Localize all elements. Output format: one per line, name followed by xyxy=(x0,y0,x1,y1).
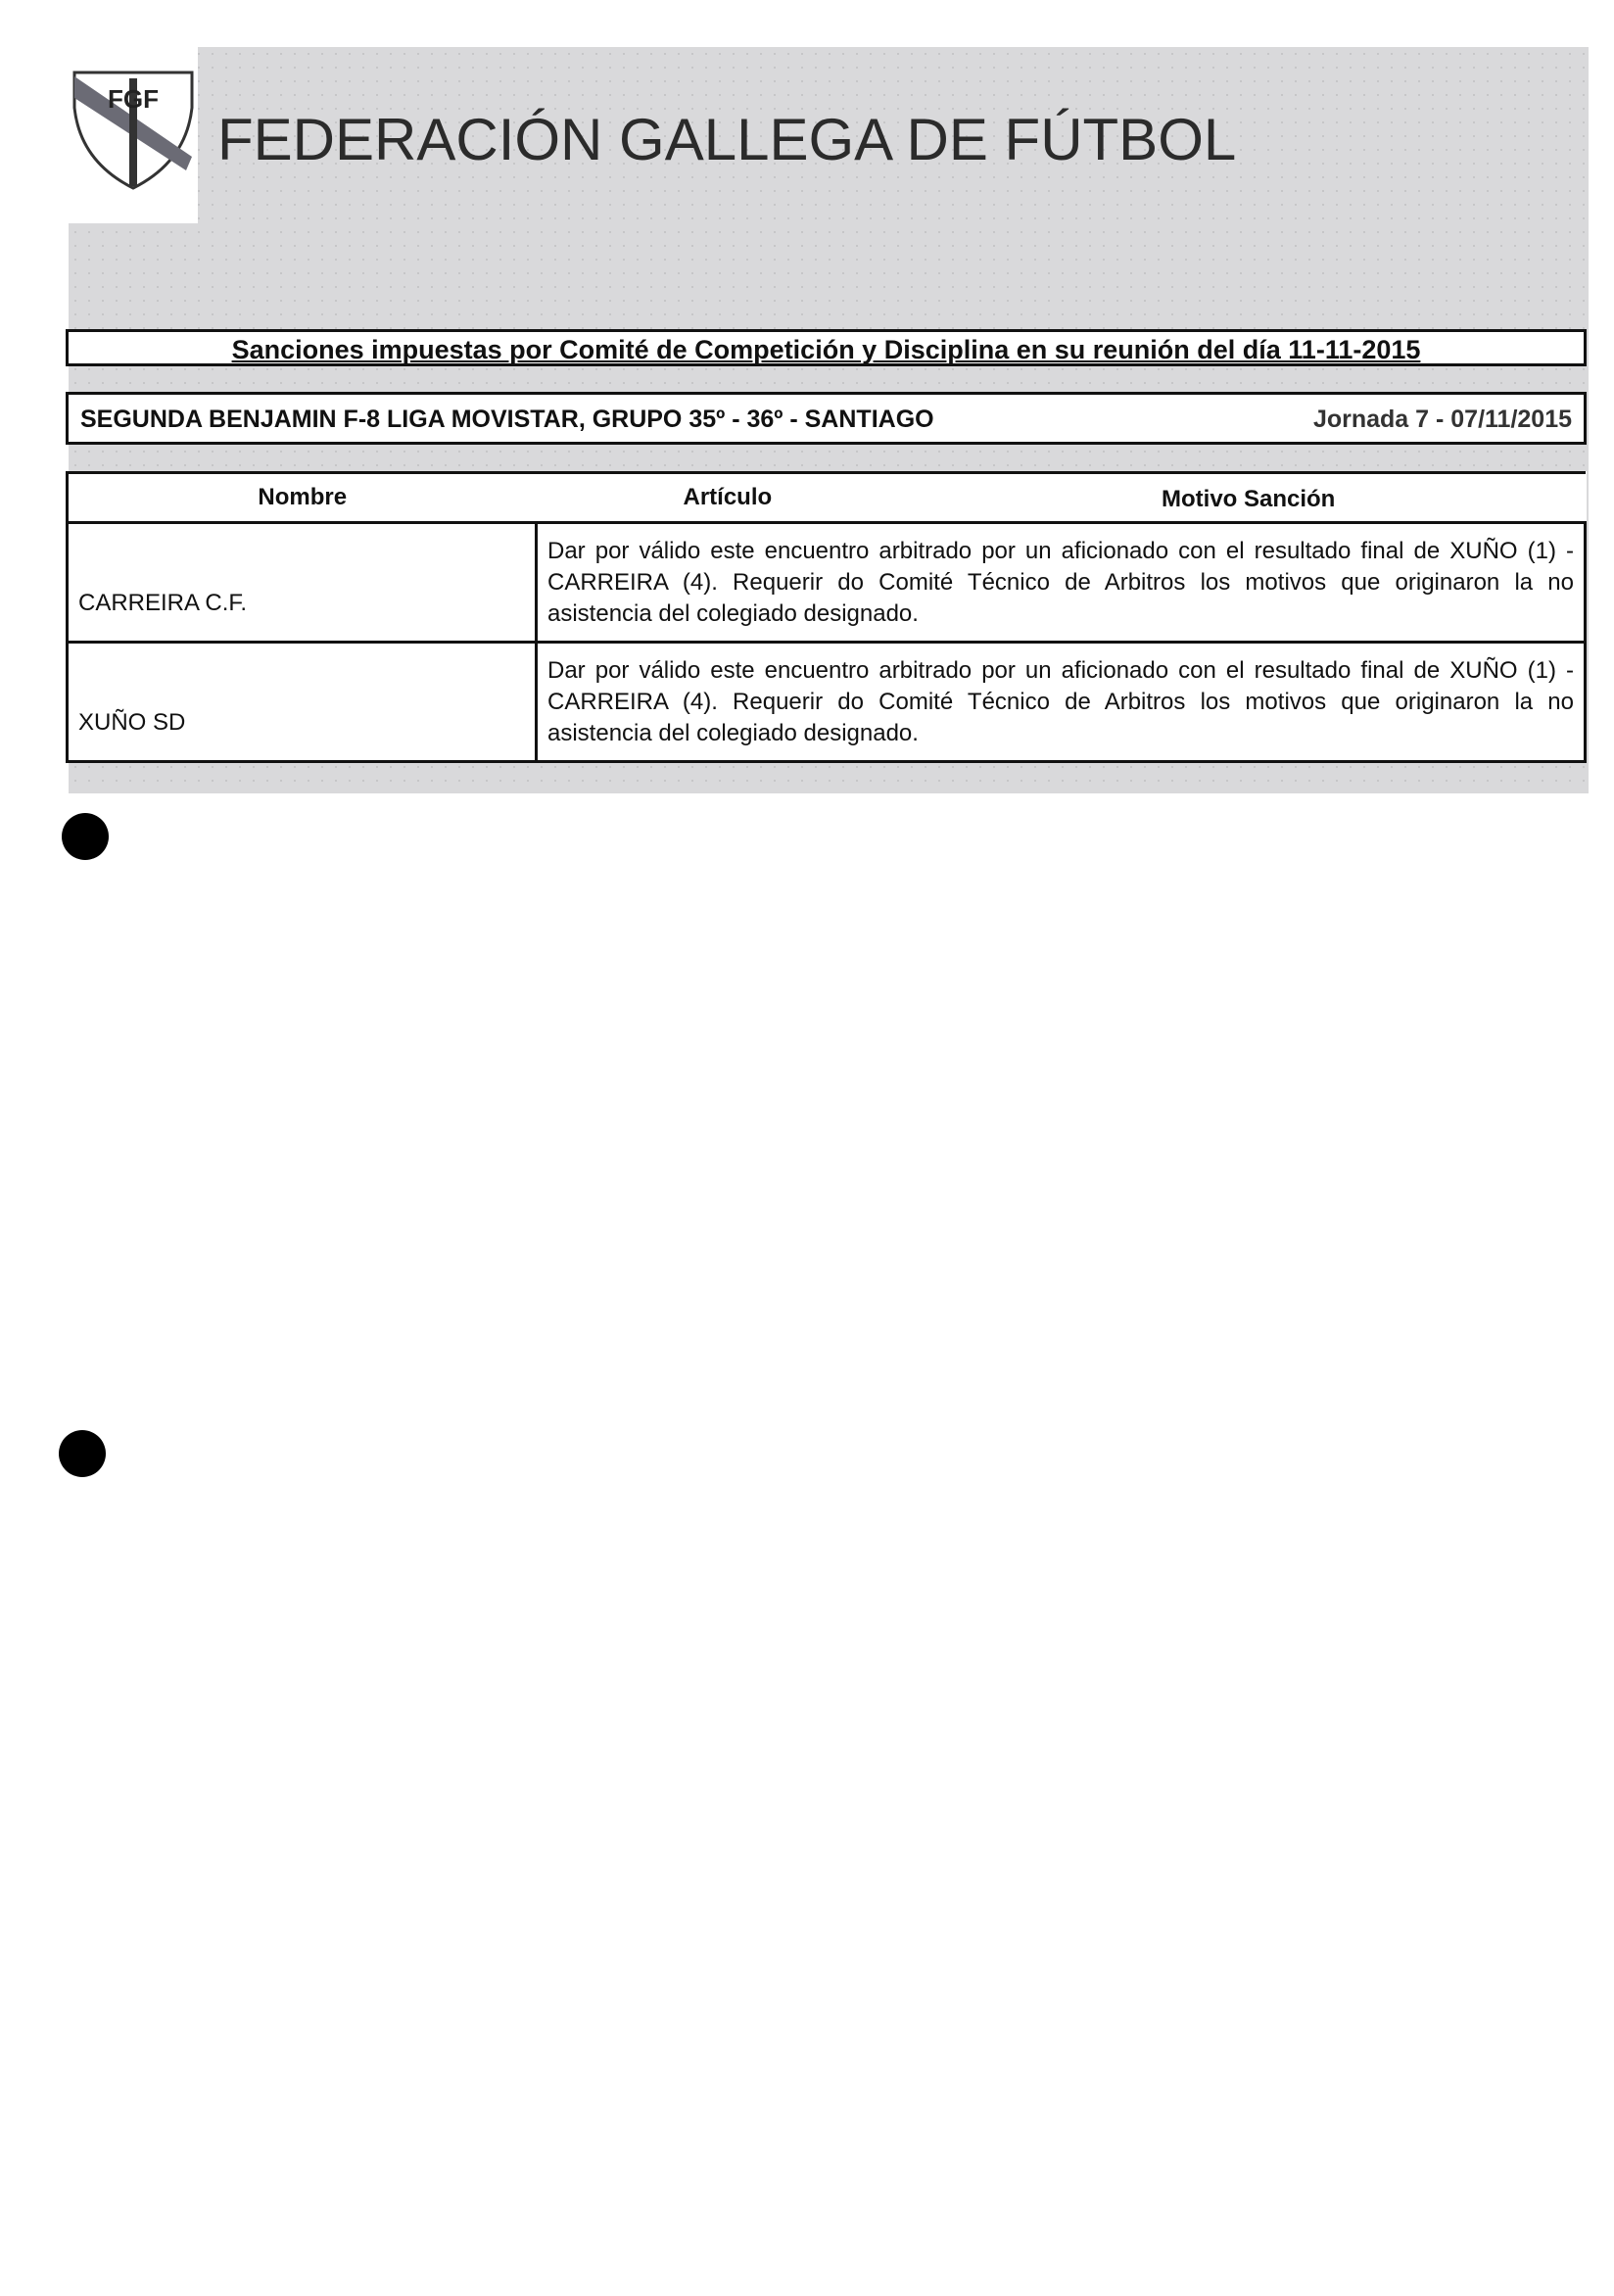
row-reason: Dar por válido este encuentro arbitrado por un aficionado con el resultado final de XUÑO (1) - CARREIRA (4). Requerir do Comité Técnico de Arbitros los motivos que originaron la no asistencia del colegiado designado. xyxy=(537,523,1586,643)
punch-hole xyxy=(59,1430,106,1477)
svg-text:FGF: FGF xyxy=(108,84,159,114)
row-name: CARREIRA C.F. xyxy=(68,523,537,643)
punch-hole xyxy=(62,813,109,860)
table-header xyxy=(68,473,1586,523)
table-row xyxy=(68,643,1586,762)
table-row xyxy=(68,523,1586,643)
header-articulo: Artículo xyxy=(537,473,1586,523)
row-name: XUÑO SD xyxy=(68,643,537,762)
competition-box xyxy=(66,392,1587,445)
page-title: FEDERACIÓN GALLEGA DE FÚTBOL xyxy=(217,107,1237,172)
sanctions-table xyxy=(66,471,1587,763)
sanctions-title-box xyxy=(66,329,1587,366)
sanctions-title: Sanciones impuestas por Comité de Competición y Disciplina en su reunión del día 11-11-2015 xyxy=(231,335,1421,364)
header-motivo-label: Motivo Sanción xyxy=(1162,486,1336,512)
round-date: Jornada 7 - 07/11/2015 xyxy=(1312,406,1572,433)
competition-name: SEGUNDA BENJAMIN F-8 LIGA MOVISTAR, GRUPO 35º - 36º - SANTIAGO xyxy=(80,406,934,433)
header-nombre: Nombre xyxy=(68,473,537,523)
row-reason: Dar por válido este encuentro arbitrado por un aficionado con el resultado final de XUÑO (1) - CARREIRA (4). Requerir do Comité Técnico de Arbitros los motivos que originaron la no asistencia del colegiado designado. xyxy=(537,643,1586,762)
federation-logo-icon xyxy=(71,69,196,192)
